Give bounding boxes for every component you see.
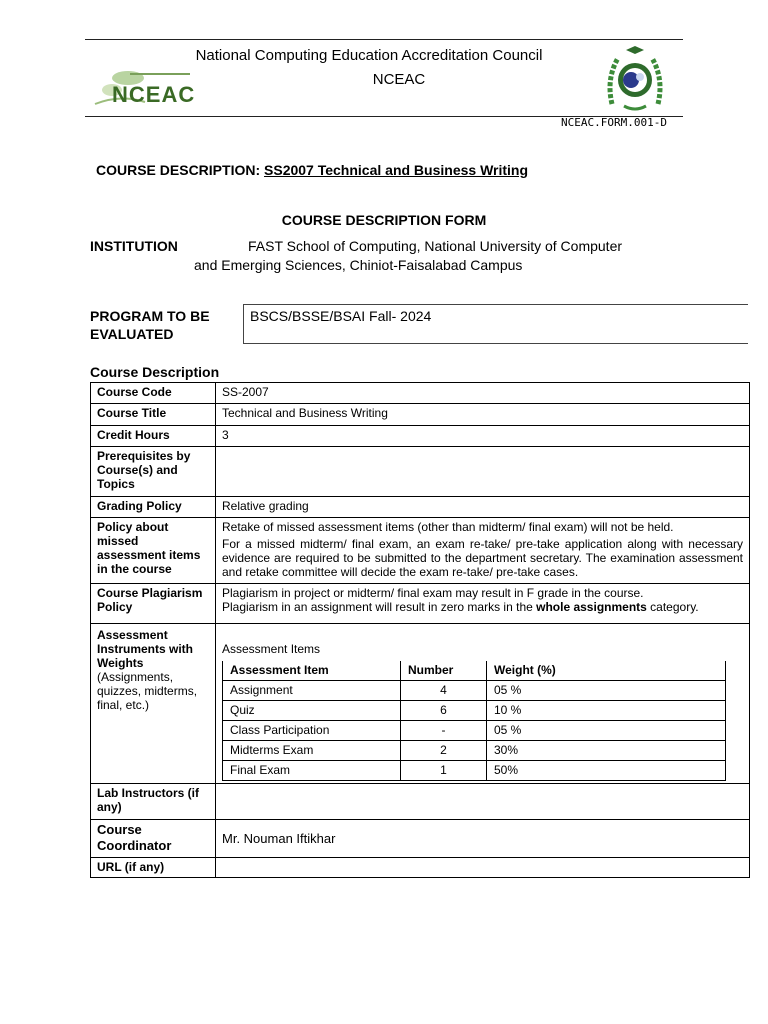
lab-instructors-label: Lab Instructors (if any) bbox=[91, 784, 216, 820]
course-heading-title: SS2007 Technical and Business Writing bbox=[264, 162, 529, 178]
assessment-value bbox=[216, 624, 750, 784]
assessment-item-number: 6 bbox=[401, 701, 487, 721]
url-label: URL (if any) bbox=[91, 858, 216, 878]
table-row bbox=[91, 383, 750, 404]
assessment-label bbox=[91, 624, 216, 784]
course-heading-label: COURSE DESCRIPTION: bbox=[96, 162, 265, 178]
assessment-row bbox=[223, 761, 726, 781]
table-row bbox=[91, 820, 750, 858]
assessment-label-bold: Assessment Instruments with Weights bbox=[97, 628, 194, 670]
missed-policy-value bbox=[216, 518, 750, 584]
table-row bbox=[91, 447, 750, 497]
assessment-item-weight: 30% bbox=[487, 741, 726, 761]
program-value: BSCS/BSSE/BSAI Fall- 2024 bbox=[250, 308, 432, 324]
missed-policy-para1: Retake of missed assessment items (other than midterm/ final exam) will not be held. bbox=[222, 520, 674, 534]
grading-policy-label: Grading Policy bbox=[91, 497, 216, 518]
plagiarism-line2-pre: Plagiarism in an assignment will result in zero marks in the bbox=[222, 600, 537, 614]
table-row bbox=[91, 497, 750, 518]
assessment-row bbox=[223, 701, 726, 721]
course-title-label: Course Title bbox=[91, 404, 216, 426]
assessment-header-item: Assessment Item bbox=[223, 661, 401, 681]
council-name: National Computing Education Accreditation Council bbox=[195, 47, 543, 64]
missed-policy-label: Policy about missed assessment items in the course bbox=[91, 518, 216, 584]
table-row bbox=[91, 624, 750, 784]
council-acronym: NCEAC bbox=[372, 71, 426, 88]
assessment-row bbox=[223, 741, 726, 761]
course-title-value: Technical and Business Writing bbox=[216, 404, 750, 426]
header-top-rule bbox=[85, 39, 683, 40]
assessment-item-number: 2 bbox=[401, 741, 487, 761]
table-row bbox=[91, 404, 750, 426]
table-row bbox=[91, 518, 750, 584]
course-description-table bbox=[90, 382, 750, 878]
assessment-item-name: Quiz bbox=[223, 701, 401, 721]
assessment-header-row bbox=[223, 661, 726, 681]
assessment-item-number: - bbox=[401, 721, 487, 741]
assessment-header-number: Number bbox=[401, 661, 487, 681]
assessment-items-table bbox=[222, 661, 726, 781]
assessment-caption: Assessment Items bbox=[222, 642, 321, 656]
plagiarism-value bbox=[216, 584, 750, 624]
institution-line2: and Emerging Sciences, Chiniot-Faisalabad Campus bbox=[194, 257, 523, 273]
missed-policy-para2: For a missed midterm/ final exam, an exam re-take/ pre-take application along with necessary evidence are required to be submitted to the department secretary. The examination assessment and retake committee will decide the exam re-take/ pre-take cases. bbox=[222, 537, 743, 579]
lab-instructors-value bbox=[216, 784, 750, 820]
program-label-line1: PROGRAM TO BE bbox=[90, 308, 210, 324]
assessment-item-name: Assignment bbox=[223, 681, 401, 701]
assessment-item-weight: 05 % bbox=[487, 681, 726, 701]
assessment-item-name: Midterms Exam bbox=[223, 741, 401, 761]
assessment-header-weight: Weight (%) bbox=[487, 661, 726, 681]
credit-hours-value: 3 bbox=[216, 426, 750, 447]
plagiarism-line2 bbox=[222, 600, 743, 614]
form-title: COURSE DESCRIPTION FORM bbox=[281, 212, 487, 228]
assessment-item-weight: 50% bbox=[487, 761, 726, 781]
prerequisites-value bbox=[216, 447, 750, 497]
url-value bbox=[216, 858, 750, 878]
assessment-row bbox=[223, 721, 726, 741]
form-code: NCEAC.FORM.001-D bbox=[561, 116, 667, 129]
table-row bbox=[91, 584, 750, 624]
plagiarism-line2-bold: whole assignments bbox=[536, 600, 647, 614]
coordinator-label: Course Coordinator bbox=[91, 820, 216, 858]
program-value-box bbox=[243, 304, 748, 344]
assessment-item-number: 4 bbox=[401, 681, 487, 701]
assessment-item-weight: 10 % bbox=[487, 701, 726, 721]
course-heading bbox=[96, 162, 528, 178]
plagiarism-line1: Plagiarism in project or midterm/ final exam may result in F grade in the course. bbox=[222, 586, 644, 600]
grading-policy-value: Relative grading bbox=[216, 497, 750, 518]
plagiarism-line2-post: category. bbox=[646, 600, 699, 614]
institution-label: INSTITUTION bbox=[90, 238, 178, 254]
hec-emblem-icon bbox=[604, 44, 666, 114]
assessment-item-number: 1 bbox=[401, 761, 487, 781]
coordinator-value: Mr. Nouman Iftikhar bbox=[216, 820, 750, 858]
course-code-label: Course Code bbox=[91, 383, 216, 404]
prerequisites-label: Prerequisites by Course(s) and Topics bbox=[91, 447, 216, 497]
course-code-value: SS-2007 bbox=[216, 383, 750, 404]
assessment-label-rest: (Assignments, quizzes, midterms, final, etc.) bbox=[97, 670, 198, 712]
plagiarism-label: Course Plagiarism Policy bbox=[91, 584, 216, 624]
credit-hours-label: Credit Hours bbox=[91, 426, 216, 447]
assessment-row bbox=[223, 681, 726, 701]
logo-wordmark: NCEAC bbox=[112, 82, 196, 107]
program-label-line2: EVALUATED bbox=[90, 326, 174, 342]
table-row bbox=[91, 426, 750, 447]
assessment-item-name: Class Participation bbox=[223, 721, 401, 741]
assessment-item-name: Final Exam bbox=[223, 761, 401, 781]
table-row bbox=[91, 784, 750, 820]
assessment-item-weight: 05 % bbox=[487, 721, 726, 741]
program-label bbox=[90, 307, 210, 343]
section-title: Course Description bbox=[90, 364, 220, 380]
table-row bbox=[91, 858, 750, 878]
institution-line1: FAST School of Computing, National University of Computer bbox=[248, 238, 623, 254]
